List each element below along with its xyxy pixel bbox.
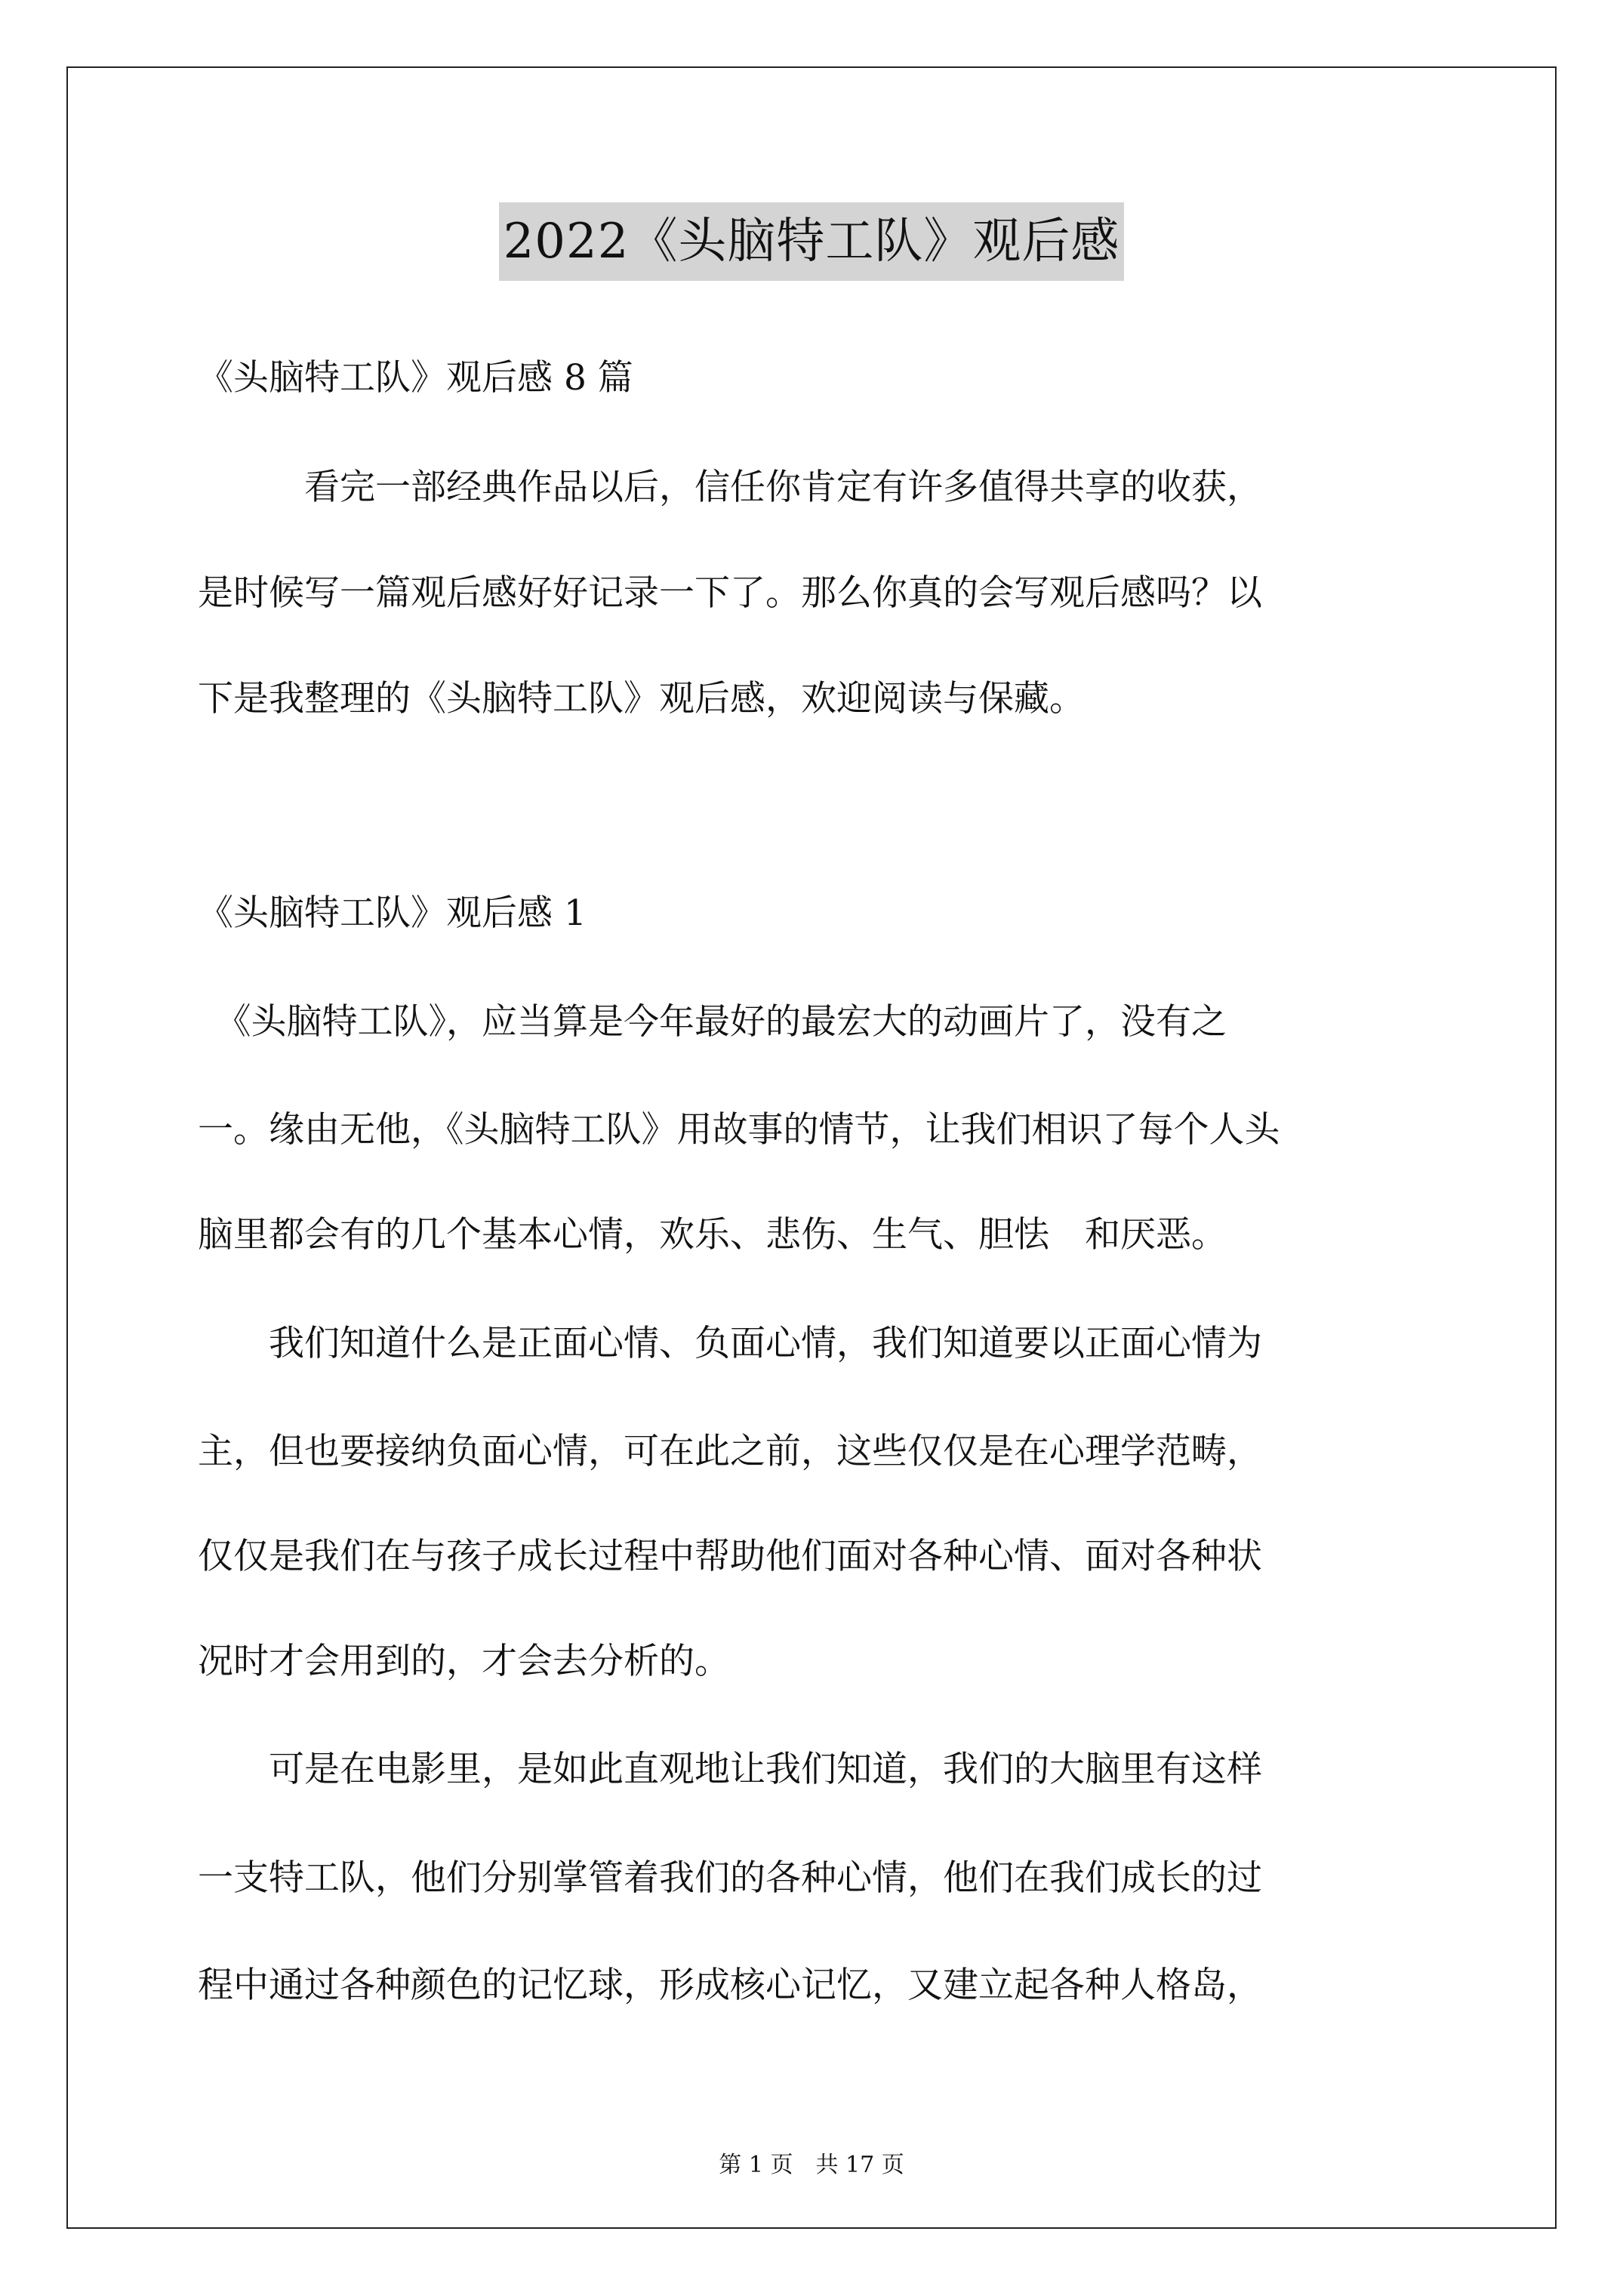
section-heading-1: 《头脑特工队》观后感 1 xyxy=(198,892,587,934)
intro-line-2: 是时候写一篇观后感好好记录一下了。那么你真的会写观后感吗？以 xyxy=(198,572,1262,614)
body-line-2: 一。缘由无他，《头脑特工队》用故事的情节，让我们相识了每个人头 xyxy=(198,1109,1280,1151)
body-line-10: 程中通过各种颜色的记忆球，形成核心记忆，又建立起各种人格岛， xyxy=(198,1965,1262,2006)
body-line-1: 《头脑特工队》，应当算是今年最好的最宏大的动画片了，没有之 xyxy=(198,1001,1227,1043)
body-line-9: 一支特工队，他们分别掌管着我们的各种心情，他们在我们成长的过 xyxy=(198,1857,1262,1899)
body-line-8: 可是在电影里，是如此直观地让我们知道，我们的大脑里有这样 xyxy=(198,1749,1262,1790)
body-line-3: 脑里都会有的几个基本心情，欢乐、悲伤、生气、胆怯 和厌恶。 xyxy=(198,1214,1227,1256)
section-heading-collection: 《头脑特工队》观后感 8 篇 xyxy=(198,357,633,399)
intro-line-3: 下是我整理的《头脑特工队》观后感，欢迎阅读与保藏。 xyxy=(198,678,1085,720)
body-line-4: 我们知道什么是正面心情、负面心情，我们知道要以正面心情为 xyxy=(198,1323,1262,1364)
title-container xyxy=(0,202,1623,281)
document-title: 2022《头脑特工队》观后感 xyxy=(499,202,1125,281)
body-line-7: 况时才会用到的，才会去分析的。 xyxy=(198,1641,730,1682)
intro-line-1: 看完一部经典作品以后，信任你肯定有许多值得共享的收获， xyxy=(198,467,1262,508)
body-line-5: 主，但也要接纳负面心情，可在此之前，这些仅仅是在心理学范畴， xyxy=(198,1431,1262,1472)
page-footer: 第 1 页 共 17 页 xyxy=(719,2152,904,2178)
body-line-6: 仅仅是我们在与孩子成长过程中帮助他们面对各种心情、面对各种状 xyxy=(198,1536,1262,1577)
